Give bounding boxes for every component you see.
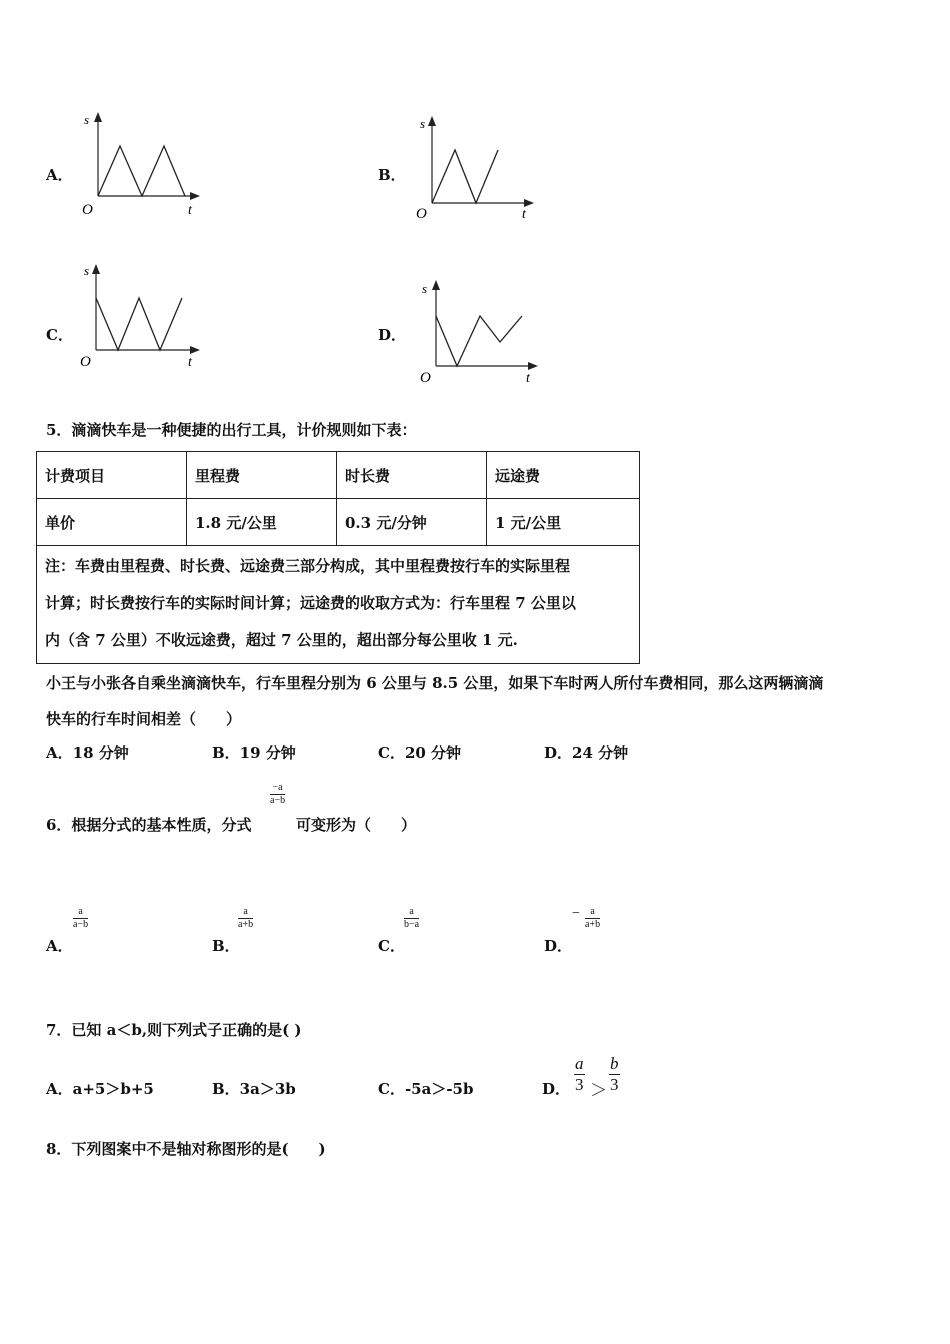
option-b-label: B． bbox=[378, 166, 406, 184]
fee-note: 注：车费由里程费、时长费、远途费三部分构成，其中里程费按行车的实际里程 计算；时长费按行车的实际时间计算；远途费的收取方式为：行车里程 7 公里以 内（含 7 公里）不收远途费，超过 7 公里的，超出部分每公里收 1 元. bbox=[37, 546, 640, 664]
q5-option-c[interactable]: C．20 分钟 bbox=[378, 744, 462, 762]
graph-a bbox=[78, 108, 208, 220]
svg-text:O: O bbox=[80, 354, 91, 370]
price-cell: 单价 bbox=[37, 499, 187, 546]
option-c-label: C． bbox=[46, 326, 73, 344]
q6-fraction: $\frac{-a}{a-b}$ bbox=[270, 782, 286, 806]
q7-d-frac-right: $\frac{b}{3}$ bbox=[610, 1054, 619, 1094]
q7-option-a[interactable]: A．a+5＞b+5 bbox=[46, 1080, 154, 1098]
svg-text:t: t bbox=[526, 371, 530, 386]
fee-table bbox=[36, 451, 640, 664]
price-cell: 1 元/公里 bbox=[487, 499, 640, 546]
q6-stem-post: 可变形为（ ） bbox=[296, 816, 417, 834]
q5-body-line-1: 小王与小张各自乘坐滴滴快车，行车里程分别为 6 公里与 8.5 公里，如果下车时两人所付车费相同，那么这两辆滴滴 bbox=[46, 674, 824, 692]
q7-option-d-label[interactable]: D． bbox=[542, 1080, 571, 1098]
q6-option-b-fraction: $\frac{a}{a+b}$ bbox=[238, 906, 254, 930]
s-axis-arrow bbox=[94, 112, 102, 122]
q7-option-b[interactable]: B．3a＞3b bbox=[212, 1080, 296, 1098]
svg-text:t: t bbox=[522, 207, 526, 222]
header-cell: 时长费 bbox=[337, 452, 487, 499]
q7-d-frac-left: $\frac{a}{3}$ bbox=[575, 1054, 584, 1094]
graph-a-curve bbox=[98, 146, 185, 196]
origin-label: O bbox=[82, 202, 93, 218]
graph-d bbox=[416, 278, 546, 390]
svg-text:s: s bbox=[420, 116, 426, 131]
q6-option-d-label[interactable]: D． bbox=[544, 937, 573, 955]
price-cell: 1.8 元/公里 bbox=[187, 499, 337, 546]
q6-option-c-fraction: $\frac{a}{b-a}$ bbox=[404, 906, 420, 930]
q7-stem: 7．已知 a＜b,则下列式子正确的是( ) bbox=[46, 1021, 302, 1039]
header-cell: 计费项目 bbox=[37, 452, 187, 499]
t-axis-arrow bbox=[190, 192, 200, 200]
q6-stem-pre: 6．根据分式的基本性质，分式 bbox=[46, 816, 252, 834]
option-a-label: A． bbox=[46, 166, 73, 184]
q5-option-a[interactable]: A．18 分钟 bbox=[46, 744, 129, 762]
q5-body-line-2: 快车的行车时间相差（ ） bbox=[46, 710, 242, 728]
header-cell: 里程费 bbox=[187, 452, 337, 499]
svg-text:s: s bbox=[84, 263, 90, 278]
svg-text:s: s bbox=[422, 281, 428, 296]
q8-stem: 8．下列图案中不是轴对称图形的是( ) bbox=[46, 1140, 326, 1158]
q5-stem: 5．滴滴快车是一种便捷的出行工具，计价规则如下表： bbox=[46, 421, 417, 439]
svg-text:O: O bbox=[420, 370, 431, 386]
q6-option-b-label[interactable]: B． bbox=[212, 937, 240, 955]
t-label: t bbox=[188, 203, 192, 218]
svg-text:t: t bbox=[188, 355, 192, 370]
graph-c bbox=[78, 260, 208, 372]
q7-option-c[interactable]: C．-5a＞-5b bbox=[378, 1080, 474, 1098]
price-cell: 0.3 元/分钟 bbox=[337, 499, 487, 546]
minus-sign: − bbox=[572, 906, 580, 921]
graph-b bbox=[412, 112, 542, 224]
graph-c-curve bbox=[96, 298, 182, 350]
q5-option-b[interactable]: B．19 分钟 bbox=[212, 744, 296, 762]
s-label: s bbox=[84, 112, 90, 127]
q6-option-a-label[interactable]: A． bbox=[46, 937, 73, 955]
option-d-label: D． bbox=[378, 326, 407, 344]
q5-option-d[interactable]: D．24 分钟 bbox=[544, 744, 629, 762]
q6-option-d-fraction: $\frac{a}{a+b}$ bbox=[585, 906, 601, 930]
header-cell: 远途费 bbox=[487, 452, 640, 499]
q6-option-c-label[interactable]: C． bbox=[378, 937, 405, 955]
graph-d-curve bbox=[436, 316, 522, 366]
greater-than-sign: ＞ bbox=[590, 1081, 607, 1100]
svg-text:O: O bbox=[416, 206, 427, 222]
graph-b-curve bbox=[432, 150, 498, 203]
q6-option-a-fraction: $\frac{a}{a-b}$ bbox=[73, 906, 89, 930]
